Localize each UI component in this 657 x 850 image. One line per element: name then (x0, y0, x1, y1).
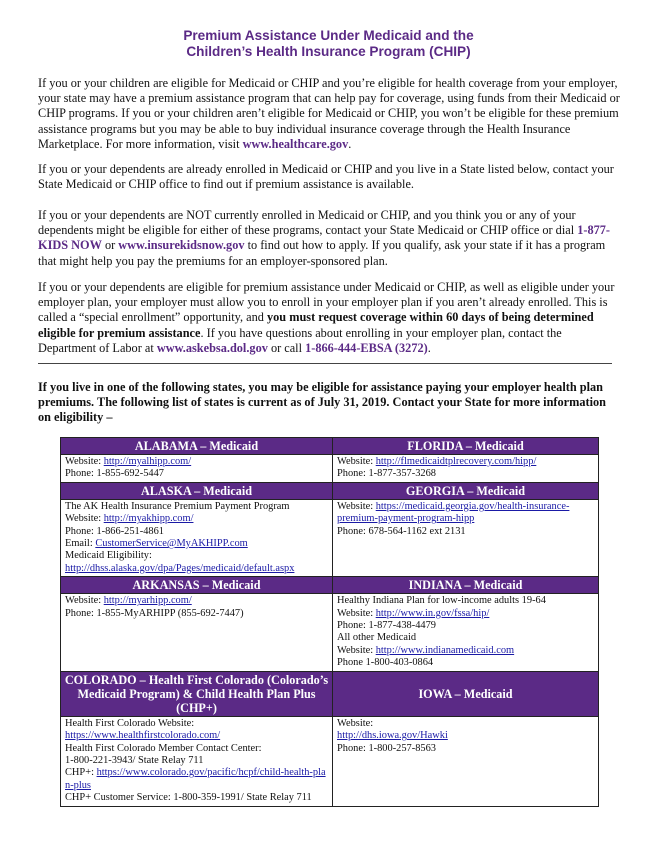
state-contacts-table (60, 437, 599, 807)
colorado-chp-link[interactable]: https://www.colorado.gov/pacific/hcpf/child-health-plan-plus (65, 767, 326, 791)
paragraph-eligibility: If you or your children are eligible for Medicaid or CHIP and you’re eligible for health coverage from your employer, your state may have a premium assistance program that can help pay for coverage, using funds from their Medicaid or CHIP programs. If you or your children aren’t eligible for Medicaid or CHIP, you won’t be eligible for these premium assistance programs but you may be able to buy individual insurance coverage through the Health Insurance Marketplace. For more information, visit www.healthcare.gov. (38, 76, 620, 151)
indiana-contact: Healthy Indiana Plan for low-income adults 19-64 Website: http://www.in.gov/fssa/hip/ Phone: 1-877-438-4479 All other Medicaid Website: http://www.indianamedicaid.com Phone 1-800-403-0864 (333, 594, 599, 671)
askebsa-link[interactable]: www.askebsa.dol.gov (156, 340, 268, 355)
table-row (61, 482, 599, 499)
iowa-header: IOWA – Medicaid (333, 671, 599, 716)
alabama-contact: Website: http://myalhipp.com/ Phone: 1-855-692-5447 (61, 455, 333, 483)
indiana-hip-link[interactable]: http://www.in.gov/fssa/hip/ (375, 607, 490, 619)
alaska-contact: The AK Health Insurance Premium Payment Program Website: http://myakhipp.com/ Phone: 1-866-251-4861 Email: CustomerService@MyAKHIPP.com Medicaid Eligibility: http://dhss.alaska.gov/dpa/Pages/medicaid/default.aspx (61, 499, 333, 576)
table-row (61, 594, 599, 671)
florida-header: FLORIDA – Medicaid (333, 438, 599, 455)
table-row (61, 438, 599, 455)
florida-contact: Website: http://flmedicaidtplrecovery.com/hipp/ Phone: 1-877-357-3268 (333, 455, 599, 483)
colorado-website-link[interactable]: https://www.healthfirstcolorado.com/ (65, 730, 221, 742)
title-line-2: Children’s Health Insurance Program (CHIP) (186, 44, 471, 59)
colorado-header: COLORADO – Health First Colorado (Colorado’s Medicaid Program) & Child Health Plan Plus (CHP+) (61, 671, 333, 716)
arkansas-header: ARKANSAS – Medicaid (61, 577, 333, 594)
indiana-medicaid-link[interactable]: http://www.indianamedicaid.com (375, 644, 515, 656)
paragraph-special-enrollment: If you or your dependents are eligible for premium assistance under Medicaid or CHIP, as well as eligible under your employer plan, your employer must allow you to enroll in your employer plan if you aren’t already enrolled. This is called a “special enrollment” opportunity, and you must request coverage within 60 days of being determined eligible for premium assistance. If you have questions about enrolling in your employer plan, contact the Department of Labor at www.askebsa.dol.gov or call 1-866-444-EBSA (3272). (38, 280, 615, 355)
alabama-website-link[interactable]: http://myalhipp.com/ (103, 456, 192, 467)
table-row (61, 671, 599, 716)
iowa-website-link[interactable]: http://dhs.iowa.gov/Hawki (337, 730, 448, 742)
alaska-email-link[interactable]: CustomerService@MyAKHIPP.com (95, 538, 248, 550)
arkansas-contact: Website: http://myarhipp.com/ Phone: 1-855-MyARHIPP (855-692-7447) (61, 594, 333, 671)
request-coverage-note: you must request coverage within 60 days of being determined eligible for premium assistance (38, 310, 594, 340)
table-row (61, 455, 599, 483)
kids-now-phone: 1-877-KIDS NOW (38, 223, 610, 253)
alaska-website-link[interactable]: http://myakhipp.com/ (103, 513, 194, 525)
states-intro: If you live in one of the following states, you may be eligible for assistance paying your employer health plan premiums. The following list of states is current as of July 31, 2019. Contact your State for more information on eligibility – (38, 380, 607, 425)
paragraph-not-enrolled: If you or your dependents are NOT currently enrolled in Medicaid or CHIP, and you think you or any of your dependents might be eligible for either of these programs, contact your State Medicaid or CHIP office or dial 1-877-KIDS NOW or www.insurekidsnow.gov to find out how to apply. If you qualify, ask your state if it has a program that might help you pay the premiums for an employer-sponsored plan. (38, 208, 610, 268)
florida-website-link[interactable]: http://flmedicaidtplrecovery.com/hipp/ (375, 456, 537, 467)
paragraph-already-enrolled: If you or your dependents are already enrolled in Medicaid or CHIP and you live in a State listed below, contact your State Medicaid or CHIP office to find out if premium assistance is available. (38, 162, 614, 192)
table-row (61, 716, 599, 806)
georgia-header: GEORGIA – Medicaid (333, 482, 599, 499)
arkansas-website-link[interactable]: http://myarhipp.com/ (103, 595, 192, 607)
section-divider (38, 363, 612, 364)
ebsa-phone: 1-866-444-EBSA (3272) (305, 340, 428, 355)
alaska-eligibility-link[interactable]: http://dhss.alaska.gov/dpa/Pages/medicaid/default.aspx (65, 562, 295, 574)
insurekidsnow-link[interactable]: www.insurekidsnow.gov (118, 238, 245, 253)
georgia-website-link[interactable]: https://medicaid.georgia.gov/health-insurance-premium-payment-program-hipp (337, 500, 570, 525)
indiana-header: INDIANA – Medicaid (333, 577, 599, 594)
iowa-contact: Website: http://dhs.iowa.gov/Hawki Phone: 1-800-257-8563 (333, 716, 599, 806)
alabama-header: ALABAMA – Medicaid (61, 438, 333, 455)
page-title (0, 28, 657, 60)
table-row (61, 499, 599, 576)
healthcare-gov-link[interactable]: www.healthcare.gov (242, 136, 349, 151)
georgia-contact: Website: https://medicaid.georgia.gov/health-insurance-premium-payment-program-hipp Phone: 678-564-1162 ext 2131 (333, 499, 599, 576)
title-line-1: Premium Assistance Under Medicaid and the (183, 28, 474, 43)
colorado-contact: Health First Colorado Website: https://www.healthfirstcolorado.com/ Health First Colorado Member Contact Center: 1-800-221-3943/ State Relay 711 CHP+: https://www.colorado.gov/pacific/hcpf/child-health-plan-plus CHP+ Customer Service: 1-800-359-1991/ State Relay 711 (61, 716, 333, 806)
table-row (61, 577, 599, 594)
alaska-header: ALASKA – Medicaid (61, 482, 333, 499)
